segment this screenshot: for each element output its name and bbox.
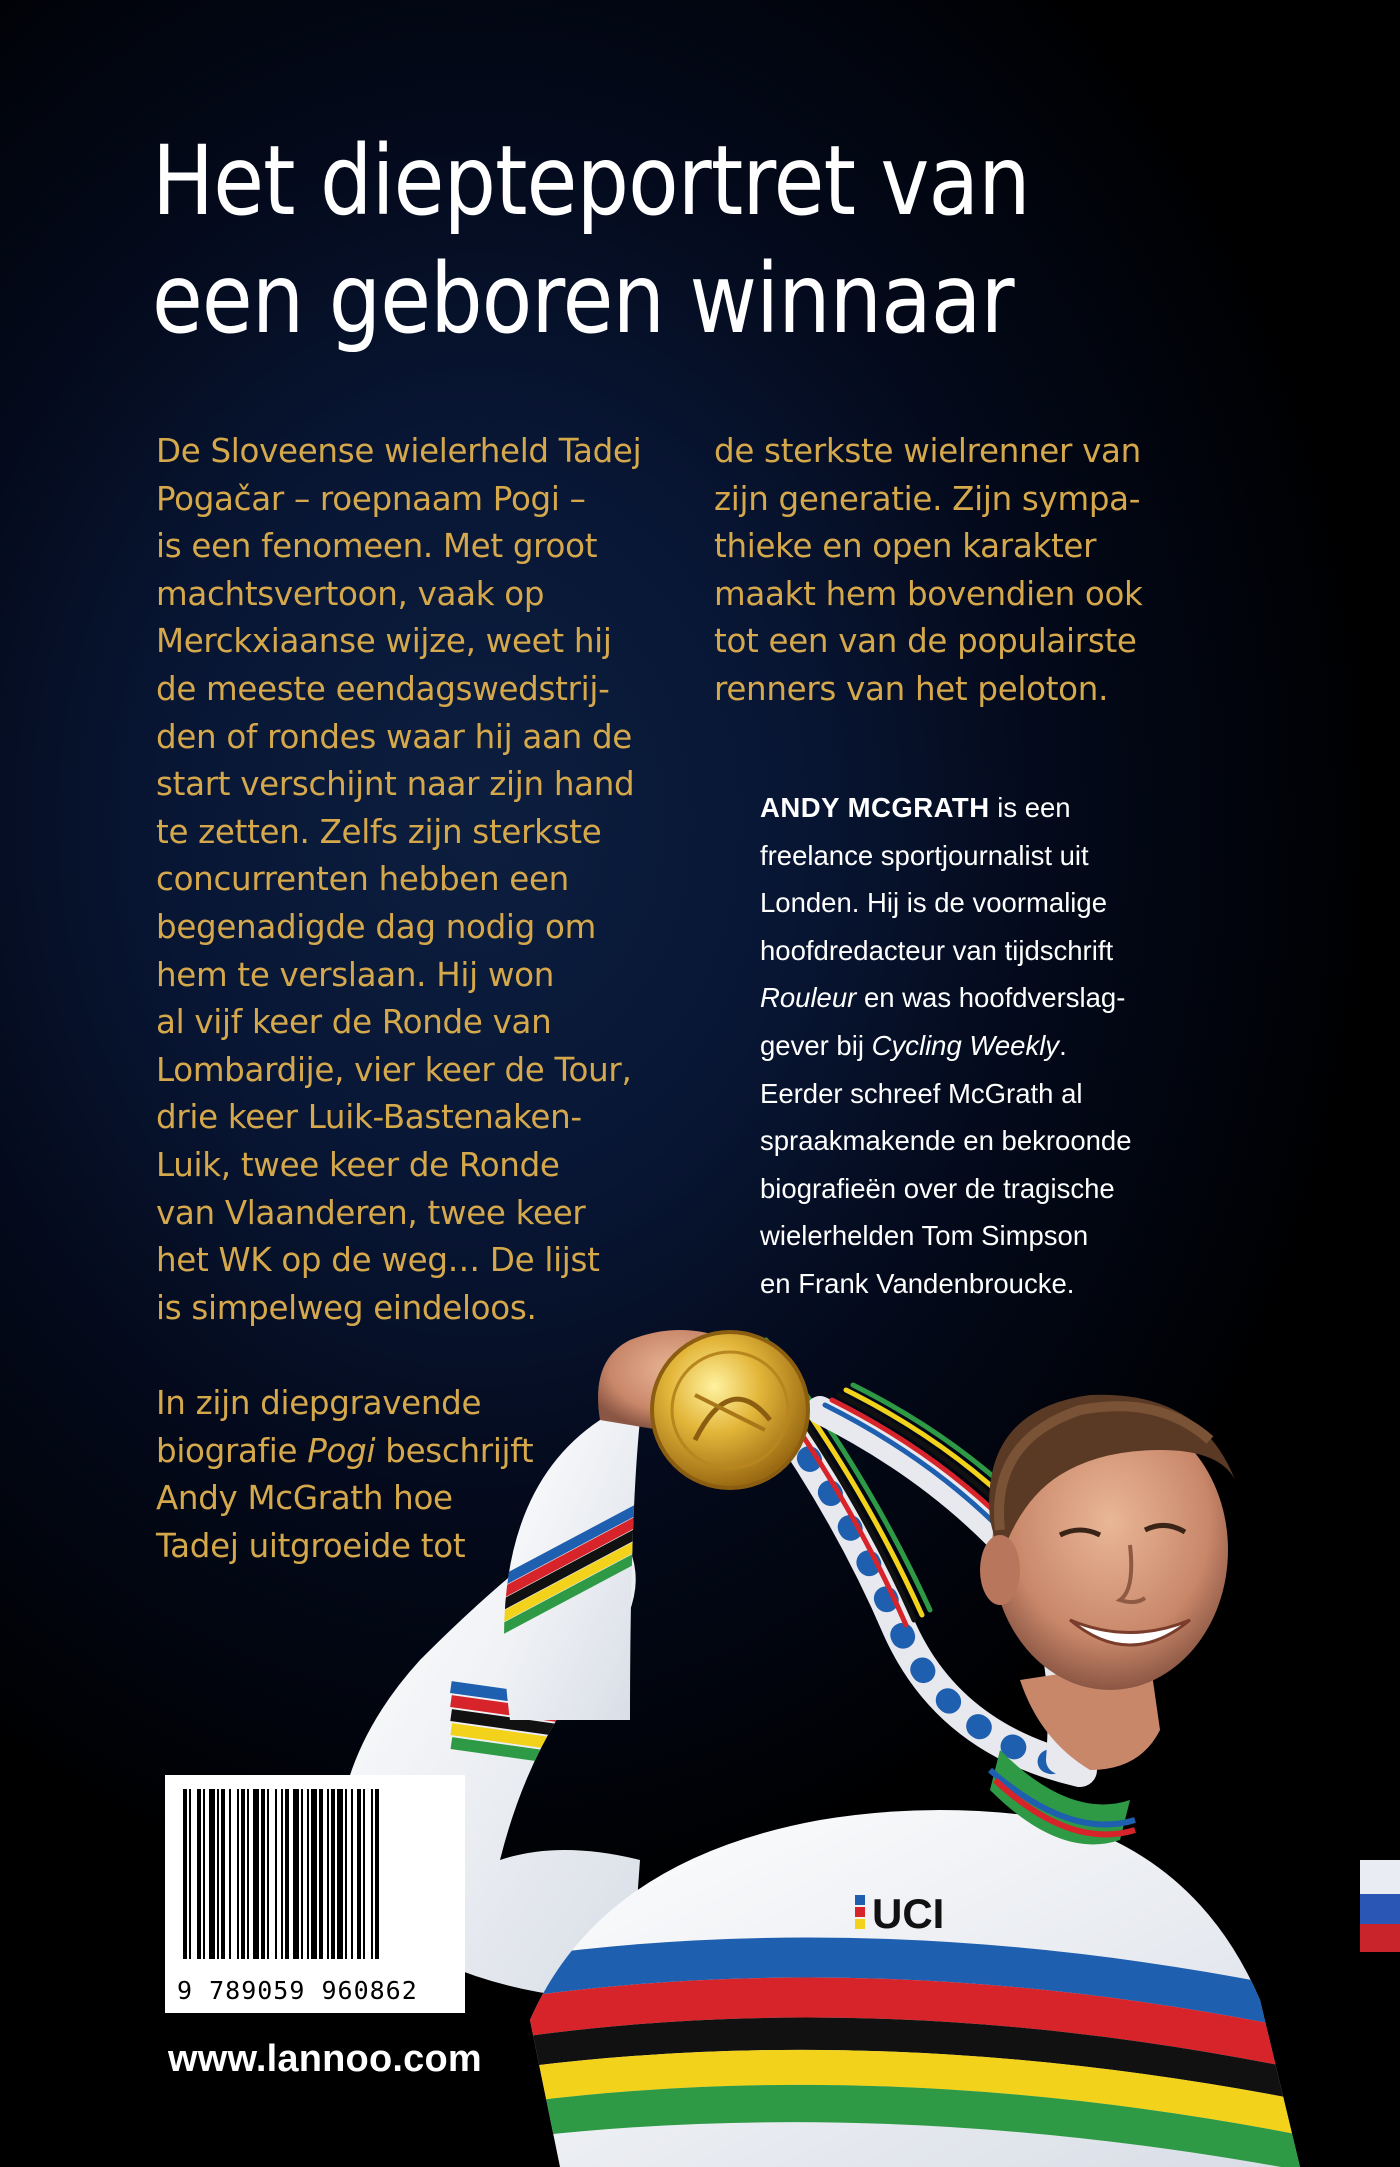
uci-logo-text: UCI [872,1890,945,1937]
bio-line: Eerder schreef McGrath al [760,1077,1083,1109]
barcode-bar [375,1789,379,1959]
barcode-bar [237,1789,239,1959]
barcode-bar [241,1789,245,1959]
blurb-line: al vijf keer de Ronde van [156,1003,552,1042]
bio-text: en was hoofdverslag- [856,982,1126,1014]
blurb-line: concurrenten hebben een [156,860,569,899]
barcode-bar [357,1789,361,1959]
author-bio [760,784,1320,1308]
headline [152,122,1141,358]
barcode-bar [183,1789,187,1959]
barcode-bar [203,1789,205,1959]
barcode-bar [209,1789,215,1959]
bio-line [760,1022,1320,1070]
blurb-line: is simpelweg eindeloos. [156,1288,537,1327]
isbn-barcode [165,1775,465,2013]
barcode-bar [221,1789,225,1959]
rainbow-jersey [500,1750,1350,2167]
barcode-bar [275,1789,277,1959]
barcode-bar [311,1789,317,1959]
flag-hint [1360,1860,1400,1952]
blurb-line: te zetten. Zelfs zijn sterkste [156,812,602,851]
blurb-line: van Vlaanderen, twee keer [156,1193,586,1232]
bio-line: spraakmakende en bekroonde [760,1125,1132,1157]
barcode-bar [337,1789,343,1959]
blurb-line: thieke en open karakter [714,527,1097,566]
barcode-bar [247,1789,249,1959]
blurb-paragraph-1 [156,428,716,1332]
blurb-line: Pogačar – roepnaam Pogi – [156,479,586,518]
blurb-line: De Sloveense wielerheld Tadej [156,432,642,470]
barcode-bar [197,1789,201,1959]
bio-text: . [1059,1029,1067,1061]
barcode-bar [319,1789,323,1959]
barcode-bar [267,1789,269,1959]
blurb-paragraph-2-continued [714,428,1274,714]
magazine-title: Cycling Weekly [871,1029,1060,1061]
headline-line-1: Het diepteportret van [152,125,1030,237]
blurb-line: drie keer Luik-Bastenaken- [156,1098,582,1137]
head [980,1395,1235,1690]
barcode-bar [229,1789,231,1959]
barcode-bar [331,1789,335,1959]
headline-line-2: een geboren winnaar [152,243,1014,355]
isbn-digits: 9 789059 960862 [177,1976,418,2005]
barcode-bar [217,1789,219,1959]
publisher-website[interactable]: www.lannoo.com [168,2038,482,2080]
blurb-line: zijn generatie. Zijn sympa- [714,479,1141,518]
cyclist-photo [300,1300,1400,2167]
bio-line [760,974,1320,1022]
blurb-line: renners van het peloton. [714,669,1109,708]
barcode-bar [281,1789,283,1959]
blurb-line: Andy McGrath hoe [156,1479,453,1518]
bio-line: freelance sportjournalist uit [760,839,1089,871]
barcode-bar [327,1789,329,1959]
barcode-bar [285,1789,289,1959]
gold-medal [652,1332,808,1488]
bio-line [760,784,1320,832]
blurb-line: begenadigde dag nodig om [156,907,596,946]
bio-line: wielerhelden Tom Simpson [760,1220,1089,1252]
blurb-line: is een fenomeen. Met groot [156,527,598,566]
blurb-column-2 [714,428,1274,714]
blurb-line: de sterkste wielrenner van [714,432,1141,470]
blurb-line: maakt hem bovendien ook [714,574,1143,613]
blurb-line: machtsvertoon, vaak op [156,574,545,613]
bio-text: gever bij [760,1029,872,1061]
bio-line: biografieën over de tragische [760,1172,1115,1204]
barcode-bar [351,1789,353,1959]
blurb-line: Merckxiaanse wijze, weet hij [156,622,612,661]
barcode-bar [307,1789,309,1959]
blurb-text: beschrijft [375,1431,534,1470]
author-name: ANDY MCGRATH [760,792,990,823]
blurb-line: de meeste eendagswedstrij- [156,669,610,708]
barcode-bar [345,1789,347,1959]
magazine-title: Rouleur [760,982,857,1014]
blurb-line: In zijn diepgravende [156,1384,482,1423]
bio-line: hoofdredacteur van tijdschrift [760,934,1114,966]
bio-line: Londen. Hij is de voormalige [760,887,1107,919]
forearm [479,1420,678,1720]
barcode-bar [253,1789,259,1959]
bio-text: is een [989,792,1071,823]
barcode-bar [371,1789,373,1959]
barcode-bar [293,1789,299,1959]
barcode-bar [261,1789,265,1959]
blurb-line: het WK op de weg… De lijst [156,1241,600,1280]
blurb-line: start verschijnt naar zijn hand [156,765,635,804]
bio-line: en Frank Vandenbroucke. [760,1267,1075,1299]
book-title: Pogi [307,1431,376,1470]
blurb-line: Tadej uitgroeide tot [156,1527,466,1566]
barcode-bar [189,1789,191,1959]
blurb-line: tot een van de populairste [714,622,1137,661]
blurb-line: Lombardije, vier keer de Tour, [156,1050,632,1089]
blurb-line: hem te verslaan. Hij won [156,955,554,994]
blurb-line: Luik, twee keer de Ronde [156,1145,560,1184]
barcode-bars [175,1789,455,1959]
barcode-bar [363,1789,365,1959]
blurb-line: den of rondes waar hij aan de [156,717,633,756]
barcode-bar [301,1789,303,1959]
blurb-text: biografie [156,1431,308,1470]
